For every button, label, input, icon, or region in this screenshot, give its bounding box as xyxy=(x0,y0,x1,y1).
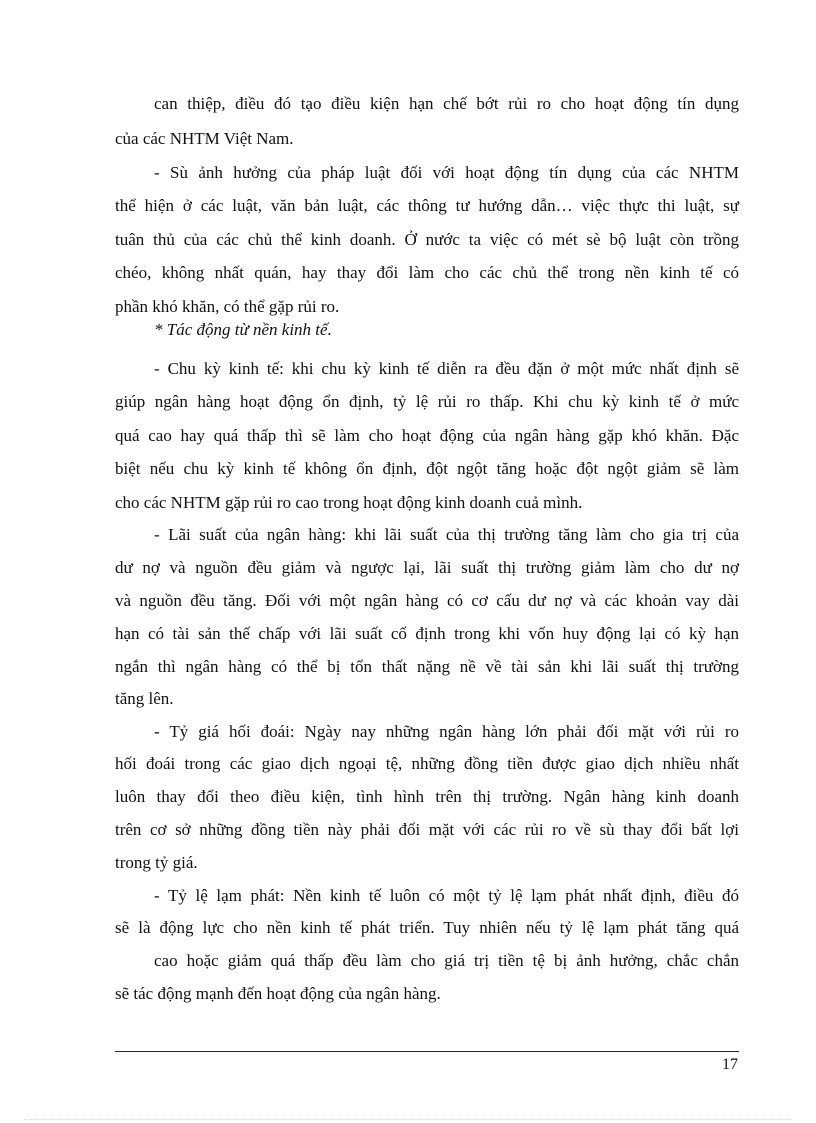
text-line: - Sù ảnh hưởng của pháp luật đối với hoạt động tín dụng của các NHTM xyxy=(154,163,739,182)
text-line: thể hiện ở các luật, văn bản luật, các thông tư hướng dẫn… việc thực thi luật, sự xyxy=(115,196,739,215)
text-line: dư nợ và nguồn đều giảm và ngược lại, lãi suất thị trường giảm làm cho dư nợ xyxy=(115,558,739,577)
footer-divider xyxy=(115,1051,739,1052)
text-line: sẽ là động lực cho nền kinh tế phát triển. Tuy nhiên nếu tỷ lệ lạm phát tăng quá xyxy=(115,918,739,937)
text-line: của các NHTM Việt Nam. xyxy=(115,129,294,148)
text-line: trên cơ sở những đồng tiền này phải đối mặt với các rủi ro về sù thay đổi bất lợi xyxy=(115,820,739,839)
page-bottom-dotted-border xyxy=(24,1119,792,1120)
text-line: và nguồn đều tăng. Đối với một ngân hàng có cơ cấu dư nợ và các khoản vay dài xyxy=(115,591,739,610)
text-line: ngắn thì ngân hàng có thể bị tổn thất nặng nề về tài sản khi lãi suất thị trường xyxy=(115,657,739,676)
text-line: giúp ngân hàng hoạt động ổn định, tỷ lệ rủi ro thấp. Khi chu kỳ kinh tế ở mức xyxy=(115,392,739,411)
text-line: luôn thay đổi theo điều kiện, tình hình trên thị trường. Ngân hàng kinh doanh xyxy=(115,787,739,806)
text-line: cho các NHTM gặp rủi ro cao trong hoạt động kinh doanh cuả mình. xyxy=(115,493,583,512)
text-line: - Tỷ lệ lạm phát: Nền kinh tế luôn có một tỷ lệ lạm phát nhất định, điều đó xyxy=(154,886,739,905)
page-number: 17 xyxy=(722,1056,738,1073)
text-line: tăng lên. xyxy=(115,689,174,708)
text-line: - Lãi suất của ngân hàng: khi lãi suất của thị trường tăng làm cho gia trị của xyxy=(154,525,739,544)
text-line: cao hoặc giảm quá thấp đều làm cho giá trị tiền tệ bị ảnh hưởng, chắc chắn xyxy=(154,951,739,970)
text-line: sẽ tác động mạnh đến hoạt động của ngân hàng. xyxy=(115,984,441,1003)
text-line: phần khó khăn, có thể gặp rủi ro. xyxy=(115,297,340,316)
text-line: biệt nếu chu kỳ kinh tế không ổn định, đột ngột tăng hoặc đột ngột giảm sẽ làm xyxy=(115,459,739,478)
text-line: chéo, không nhất quán, hay thay đổi làm cho các chủ thể trong nền kinh tế có xyxy=(115,263,739,282)
text-line: can thiệp, điều đó tạo điều kiện hạn chế bớt rủi ro cho hoạt động tín dụng xyxy=(154,94,739,113)
section-heading: * Tác động từ nền kinh tế. xyxy=(154,320,332,339)
text-line: - Chu kỳ kinh tế: khi chu kỳ kinh tế diễn ra đều đặn ở một mức nhất định sẽ xyxy=(154,359,739,378)
text-line: trong tỷ giá. xyxy=(115,853,198,872)
text-line: hạn có tài sản thế chấp với lãi suất cố định trong khi vốn huy động lại có kỳ hạn xyxy=(115,624,739,643)
text-line: quá cao hay quá thấp thì sẽ làm cho hoạt động của ngân hàng gặp khó khăn. Đặc xyxy=(115,426,739,445)
text-line: hối đoái trong các giao dịch ngoại tệ, những đồng tiền được giao dịch nhiều nhất xyxy=(115,754,739,773)
text-line: - Tỷ giá hối đoái: Ngày nay những ngân hàng lớn phải đối mặt với rủi ro xyxy=(154,722,739,741)
text-line: tuân thủ của các chủ thể kinh doanh. Ở nước ta việc có mét sè bộ luật còn trồng xyxy=(115,230,739,249)
